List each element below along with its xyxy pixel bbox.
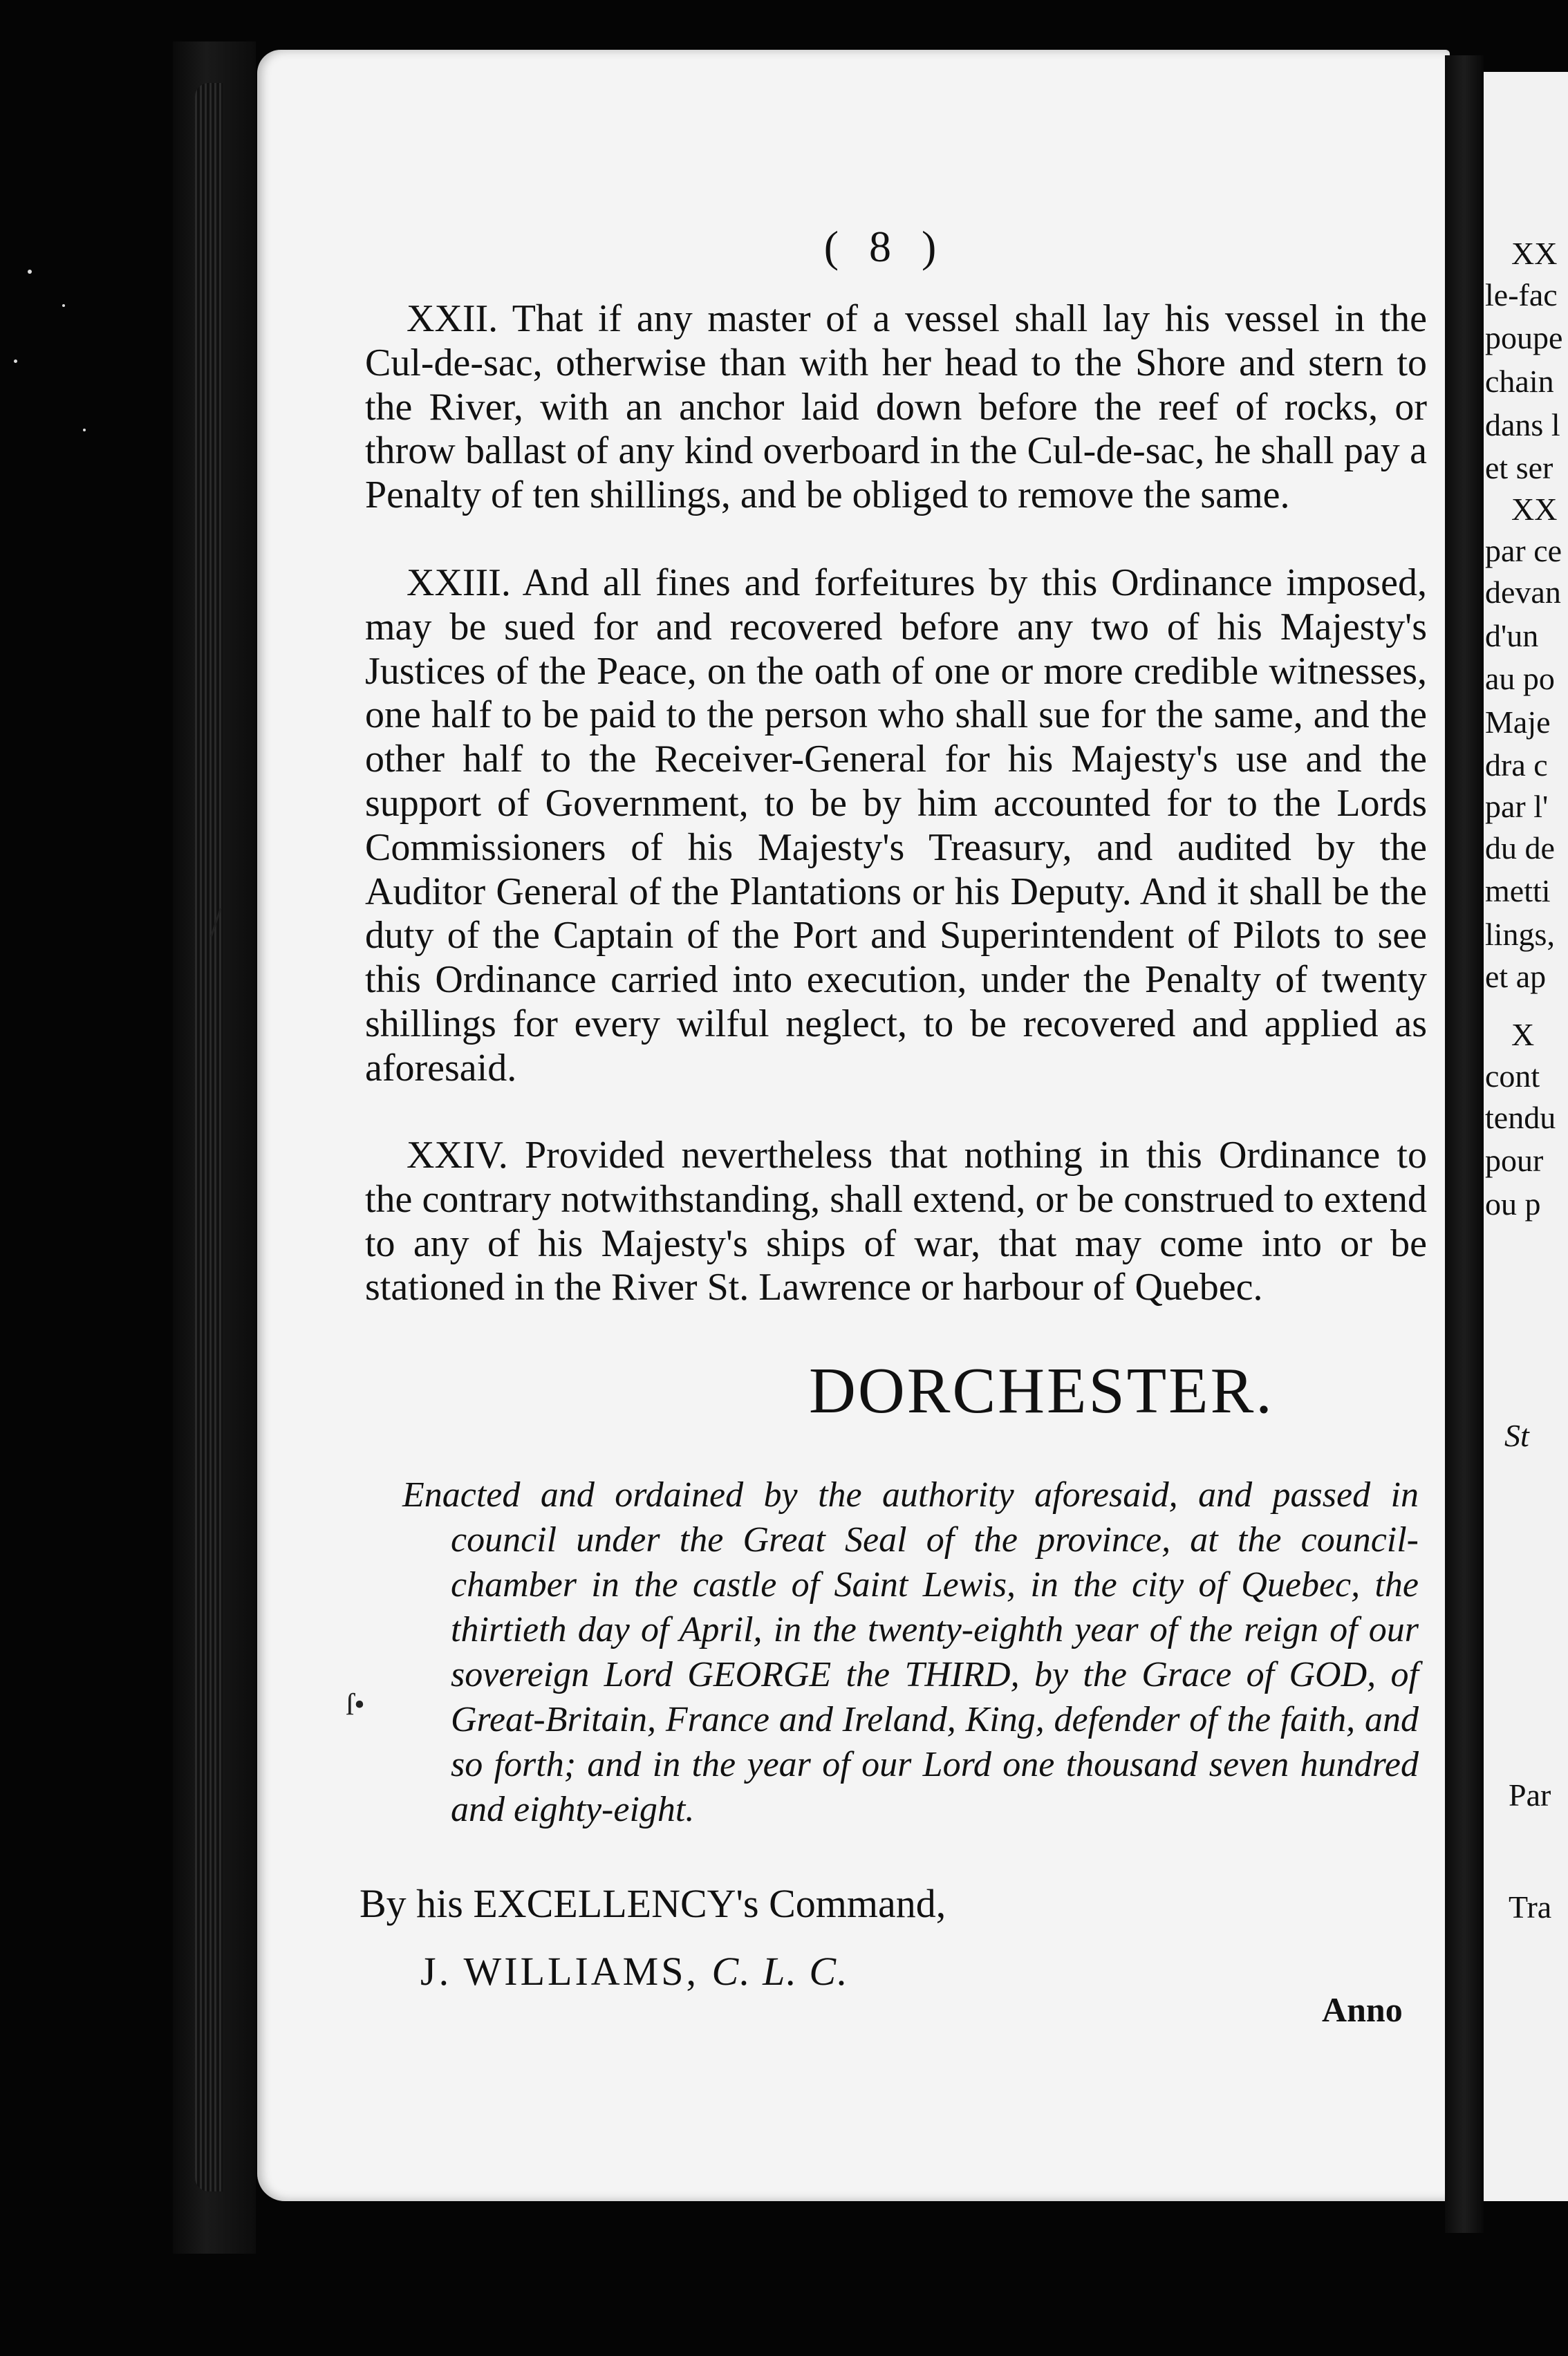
- facing-page-fragment: au po: [1485, 661, 1555, 696]
- facing-page-fragment: ou p: [1485, 1186, 1541, 1222]
- facing-page-fragment: X: [1511, 1017, 1535, 1052]
- paragraph-text: XXIII. And all fines and forfeitures by this Ordinance imposed, may be sued for and recovered before any two of his Majesty's Justices of the Peace, on the oath of one or more credible witnesses, one half to be paid to the person who shall sue for the same, and the other half to the Receiver-General for his Majesty's use and the support of Government, to be by him accounted for to the Lords Commissioners of his Majesty's Treasury, and audited by the Auditor General of the Plantations or his Deputy. And it shall be the duty of the Captain of the Port and Superintendent of Pilots to see this Ordinance carried into execution, under the Penalty of twenty shillings for every wilful neglect, to be recovered and applied as aforesaid.: [365, 561, 1427, 1090]
- facing-page-fragment: le-fac: [1485, 277, 1558, 312]
- facing-page-fragment: pour: [1485, 1143, 1544, 1178]
- enacted-text: Enacted and ordained by the authority aforesaid, and passed in council under the Great Seal of the province, at the council-chamber in the castle of Saint Lewis, in the city of Quebec, the thirtieth day of April, in the twenty-eighth year of the reign of our sovereign Lord GEORGE the THIRD, by the Grace of GOD, of Great-Britain, France and Ireland, King, defender of the faith, and so forth; and in the year of our Lord one thousand seven hundred and eighty-eight.: [402, 1475, 1419, 1829]
- margin-mark: /: [210, 899, 222, 945]
- catchword: Anno: [1322, 1990, 1403, 2029]
- page-number: ( 8 ): [823, 222, 946, 271]
- paragraph-xxiv: [365, 1134, 1427, 1310]
- facing-page-fragment: devan: [1485, 574, 1561, 610]
- facing-page-fragment: poupe: [1485, 320, 1563, 355]
- facing-page-fragment: dra c: [1485, 747, 1548, 783]
- paragraph-xxiii: [365, 561, 1427, 1091]
- signature-dorchester: DORCHESTER.: [809, 1355, 1274, 1427]
- facing-page-fragment: lings,: [1485, 917, 1555, 952]
- page-edges: [195, 83, 223, 2191]
- facing-page: [1484, 72, 1568, 2201]
- facing-page-fragment: XX: [1511, 236, 1558, 271]
- facing-page-fragment: dans l: [1485, 407, 1560, 442]
- facing-page-fragment: et ser: [1485, 450, 1553, 485]
- facing-page-fragment: cont: [1485, 1058, 1540, 1094]
- facing-page-fragment: metti: [1485, 873, 1551, 908]
- facing-page-fragment: XX: [1511, 492, 1558, 527]
- facing-page-fragment: et ap: [1485, 959, 1547, 994]
- facing-page-fragment: St: [1504, 1418, 1529, 1453]
- facing-page-fragment: par ce: [1485, 533, 1562, 568]
- facing-page-fragment: Par: [1509, 1777, 1551, 1813]
- facing-page-fragment: tendu: [1485, 1100, 1556, 1135]
- facing-page-fragment: chain: [1485, 364, 1554, 399]
- book-gutter: [1445, 55, 1484, 2233]
- secretary-title: C. L. C.: [711, 1949, 849, 1994]
- secretary-name: J. WILLIAMS,: [420, 1949, 699, 1994]
- paragraph-text: XXIV. Provided nevertheless that nothing in this Ordinance to the contrary notwithstanding, shall extend, or be construed to extend to any of his Majesty's ships of war, that may come into or be stationed in the River St. Lawrence or harbour of Quebec.: [365, 1134, 1427, 1309]
- scan-speck: [62, 304, 65, 307]
- margin-mark: ſ•: [346, 1687, 365, 1721]
- facing-page-fragment: Maje: [1485, 704, 1551, 740]
- paragraph-text: XXII. That if any master of a vessel shall lay his vessel in the Cul-de-sac, otherwise than with her head to the Shore and stern to the River, with an anchor laid down before the reef of rocks, or throw ballast of any kind overboard in the Cul-de-sac, he shall pay a Penalty of ten shillings, and be obliged to remove the same.: [365, 297, 1427, 517]
- facing-page-fragment: d'un: [1485, 618, 1539, 653]
- facing-page-fragment: par l': [1485, 789, 1549, 824]
- facing-page-fragment: du de: [1485, 830, 1555, 866]
- scan-speck: [83, 429, 86, 431]
- command-line: By his EXCELLENCY's Command,: [360, 1881, 946, 1926]
- paragraph-xxii: [365, 297, 1427, 518]
- enacted-clause: [402, 1472, 1419, 1832]
- scan-speck: [28, 270, 32, 274]
- scan-speck: [14, 359, 17, 363]
- secretary-signature: [420, 1948, 849, 1994]
- facing-page-fragment: Tra: [1509, 1889, 1552, 1925]
